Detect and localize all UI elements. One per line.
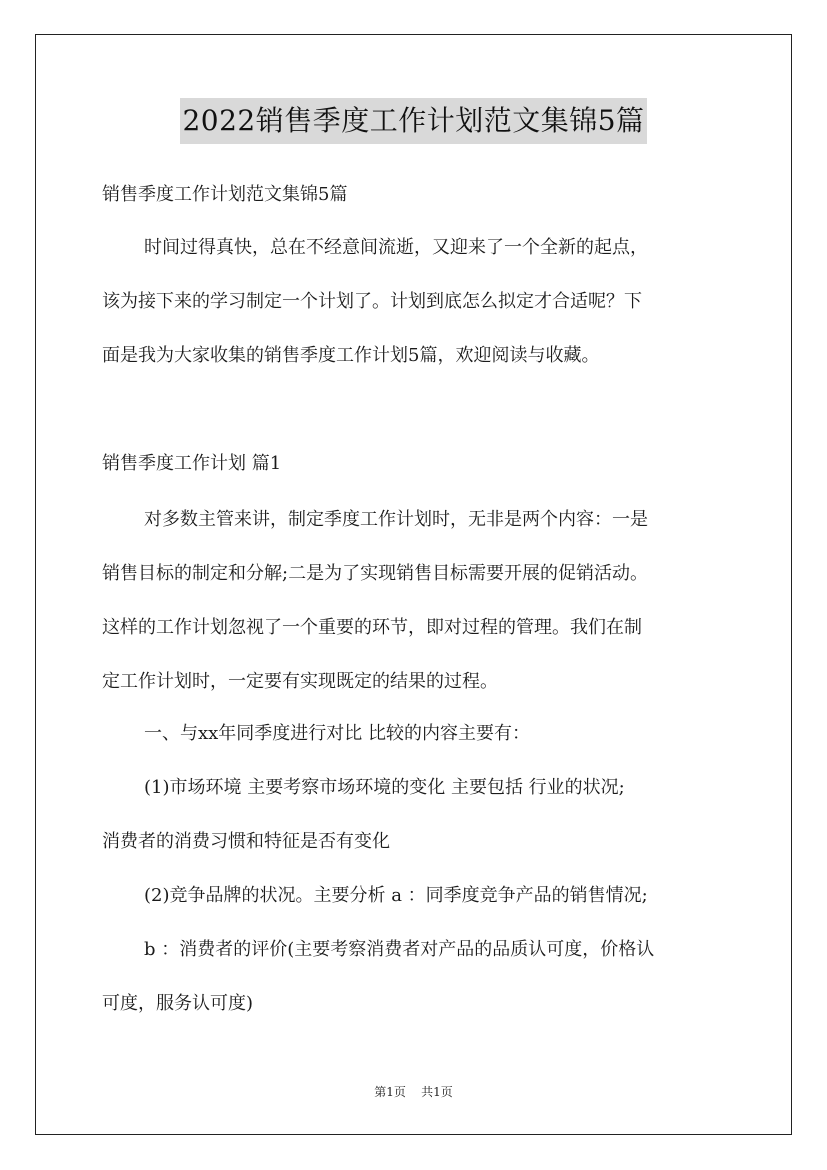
total-pages: 共1页	[421, 1085, 453, 1099]
document-title: 2022销售季度工作计划范文集锦5篇	[180, 98, 646, 144]
section-heading: 销售季度工作计划 篇1	[102, 453, 282, 474]
item-1-line-2: 消费者的消费习惯和特征是否有变化	[102, 831, 390, 852]
intro-line-1: 时间过得真快，总在不经意间流逝，又迎来了一个全新的起点，	[144, 237, 648, 258]
point-one: 一、与xx年同季度进行对比 比较的内容主要有：	[144, 723, 531, 744]
intro-line-3: 面是我为大家收集的销售季度工作计划5篇，欢迎阅读与收藏。	[102, 345, 600, 366]
item-1-line-1: (1)市场环境 主要考察市场环境的变化 主要包括 行业的状况;	[144, 777, 625, 798]
title-wrap	[0, 98, 827, 144]
item-2-line-1: (2)竞争品牌的状况。主要分析 a ：同季度竞争产品的销售情况;	[144, 885, 648, 906]
item-2b-line-1: b ：消费者的评价(主要考察消费者对产品的品质认可度，价格认	[144, 939, 655, 960]
document-subtitle: 销售季度工作计划范文集锦5篇	[102, 184, 348, 205]
intro-line-2: 该为接下来的学习制定一个计划了。计划到底怎么拟定才合适呢？下	[102, 291, 642, 312]
paragraph-line-1: 对多数主管来讲，制定季度工作计划时，无非是两个内容：一是	[144, 509, 648, 530]
paragraph-line-4: 定工作计划时，一定要有实现既定的结果的过程。	[102, 671, 498, 692]
paragraph-line-2: 销售目标的制定和分解;二是为了实现销售目标需要开展的促销活动。	[102, 563, 649, 584]
page-number: 第1页	[374, 1085, 406, 1099]
item-2b-line-2: 可度，服务认可度)	[102, 993, 254, 1014]
paragraph-line-3: 这样的工作计划忽视了一个重要的环节，即对过程的管理。我们在制	[102, 617, 642, 638]
page-footer	[0, 1083, 827, 1100]
